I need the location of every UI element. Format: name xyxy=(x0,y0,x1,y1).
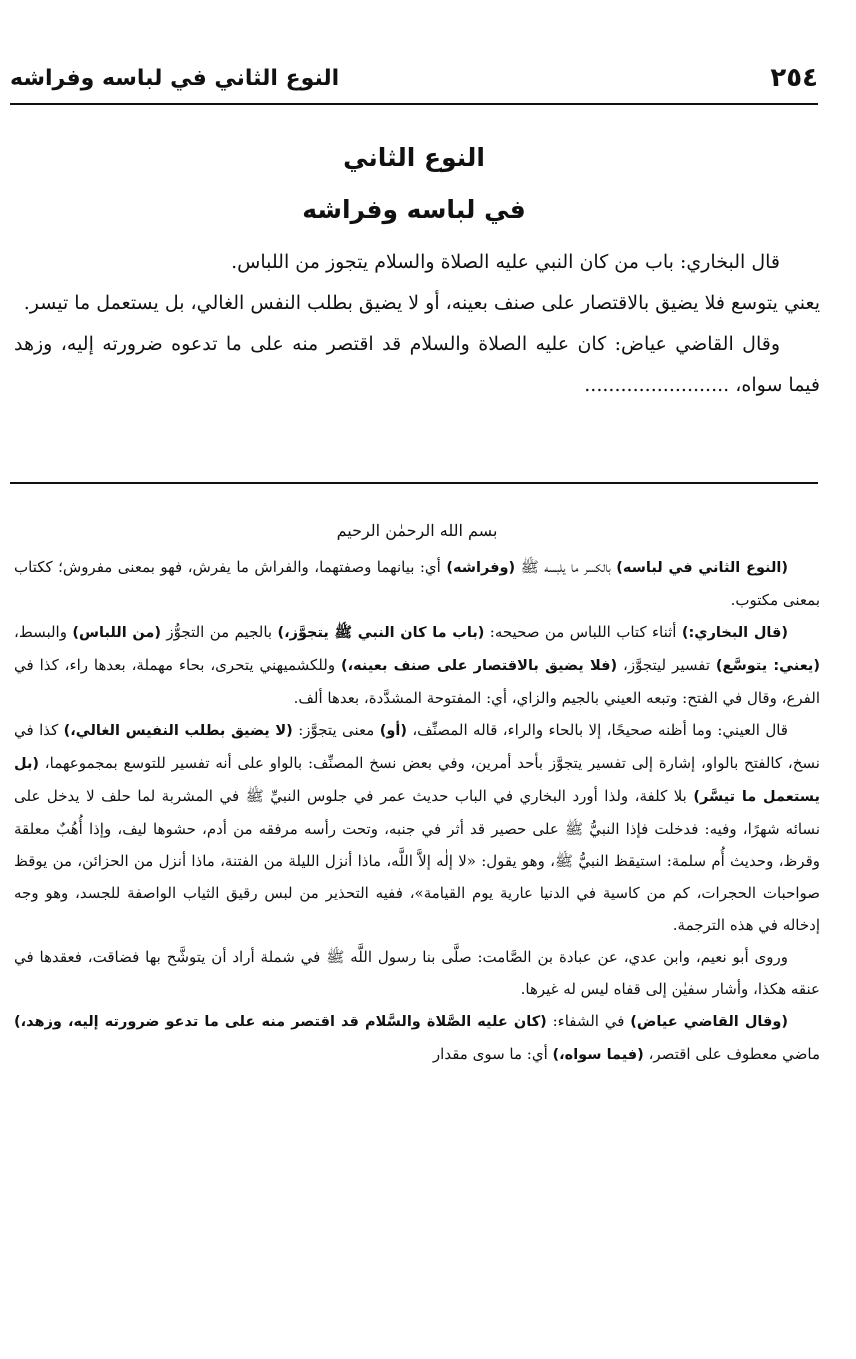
commentary-text-run: معنى يتجوَّز: xyxy=(292,721,380,739)
commentary-text-run: ماضي معطوف على اقتصر، xyxy=(643,1045,820,1063)
quoted-text: (فيما سواه،) xyxy=(552,1047,644,1063)
commentary-text-run: بلا كلفة، ولذا أورد البخاري في الباب حديث عمر في جلوس النبيِّ ﷺ في المشربة لما حلف لا يدخل على نسائه شهرًا، وفيه: فدخلت فإذا النبيُّ ﷺ على حصير قد أثر في جنبه، وتحت رأسه مرفقه من أدم، حشوها ليف، وإذا أُهُبٌ معلقة وقرظ، وحديث أُم سلمة: استيقظ النبيُّ ﷺ، وهو يقول: «لا إلٰه إلاَّ اللَّه، ماذا أنزل الليلة من الفتنة، ماذا أنزل من الحزائن، من يوقظ صواحبات الحجرات، كم من كاسية في الدنيا عارية يوم القيامة»، ففيه التحذير من لبس رقيق الثياب الواصفة للجسد، وهو وجه إدخاله في هذه الترجمة. xyxy=(14,787,820,934)
commentary-paragraph xyxy=(14,714,820,941)
quoted-text: (بل يستعمل ما تيسَّر) xyxy=(14,756,821,805)
quoted-text: (وفراشه) xyxy=(446,560,516,576)
commentary-text-run: تفسير ليتجوَّز، xyxy=(617,656,716,674)
main-text-paragraph xyxy=(14,324,820,406)
quoted-text: (أو) xyxy=(379,723,407,739)
commentary-divider xyxy=(10,482,818,484)
quoted-text: (يعني: يتوسَّع) xyxy=(715,658,820,674)
commentary-paragraph: وروى أبو نعيم، وابن عدي، عن عبادة بن الصَّامت: صلَّى بنا رسول اللَّه ﷺ في شملة أراد أن يتوشَّح بها فضاقت، فعقدها في عنقه هكذا، وأشار سفيٰن إلى قفاه ليس له غيرها. xyxy=(14,948,820,998)
quoted-text: (وقال القاضي عياض) xyxy=(630,1014,789,1030)
commentary-text-run: أي: ما سوى مقدار xyxy=(432,1045,553,1063)
main-text-paragraph: يعني يتوسع فلا يضيق بالاقتصار على صنف بعينه، أو لا يضيق بطلب النفس الغالي، بل يستعمل ما تيسر. xyxy=(23,292,820,314)
commentary-text-run: بالجيم من التجوُّز xyxy=(161,623,278,641)
basmala: بسم الله الرحمٰن الرحيم xyxy=(336,521,498,540)
quoted-text: (باب ما كان النبي ﷺ يتجوَّز،) xyxy=(277,625,485,641)
chapter-title-line-2: في لباسه وفراشه xyxy=(302,195,526,224)
page-number: ٢٥٤ xyxy=(770,63,818,93)
main-text-paragraph: قال البخاري: باب من كان النبي عليه الصلاة والسلام يتجوز من اللباس. xyxy=(231,251,780,273)
commentary-text-run: أي: بيانهما وصفتهما، والفراش ما يفرش، فهو بمعنى مفروش؛ ككتاب بمعنى مكتوب. xyxy=(14,558,820,609)
quoted-text: (النوع الثاني في لباسه) xyxy=(616,560,788,576)
chapter-title-line-1: النوع الثاني xyxy=(343,143,485,172)
main-text xyxy=(14,242,820,406)
quoted-text: (كان عليه الصَّلاة والسَّلام قد اقتصر منه على ما تدعو ضرورته إليه، وزهد،) xyxy=(14,1014,547,1030)
quoted-text: (لا يضيق بطلب النفيس الغالي،) xyxy=(63,723,293,739)
quoted-text: (فلا يضيق بالاقتصار على صنف بعينه،) xyxy=(341,658,618,674)
commentary-text-run: قال العيني: وما أظنه صحيحًا، إلا بالحاء والراء، قاله المصنِّف، xyxy=(406,721,788,739)
commentary-text-run: في الشفاء: xyxy=(546,1012,631,1030)
running-title: النوع الثاني في لباسه وفراشه xyxy=(10,65,340,91)
commentary-paragraph xyxy=(14,616,820,714)
commentary-paragraph xyxy=(14,1005,820,1071)
header-divider xyxy=(10,103,818,105)
main-text-sentence: وقال القاضي عياض: كان عليه الصلاة والسلام قد اقتصر منه على ما تدعوه ضرورته إليه، وزهد فيما سواه، xyxy=(14,333,820,396)
commentary-text-run: بالكسر ما يلبسه ﷺ xyxy=(515,558,617,576)
quoted-text: (من اللباس) xyxy=(72,625,162,641)
commentary-text-run: أثناء كتاب اللباس من صحيحه: xyxy=(484,623,682,641)
commentary-paragraph xyxy=(14,551,820,616)
commentary-text-run: وللكشميهني يتحرى، بحاء مهملة، بعدها راء، كذا في الفرع، وقال في الفتح: وتبعه العيني بالجيم والزاي، أي: المفتوحة المشدَّدة، بعدها ألف. xyxy=(14,656,820,707)
running-header xyxy=(10,58,818,98)
quoted-text: (قال البخاري:) xyxy=(681,625,788,641)
commentary-text-run: والبسط، xyxy=(14,623,73,641)
commentary-text-run: كذا في نسخ، كالفتح بالواو، إشارة إلى تفسير يتجوَّز بأحد أمرين، وفي بعض نسخ المصنِّف: بالواو على أنه تفسير للتوسع بمجموعهما، xyxy=(14,721,820,772)
ellipsis-dots: ........................ xyxy=(584,374,730,396)
commentary-text xyxy=(14,515,820,1071)
